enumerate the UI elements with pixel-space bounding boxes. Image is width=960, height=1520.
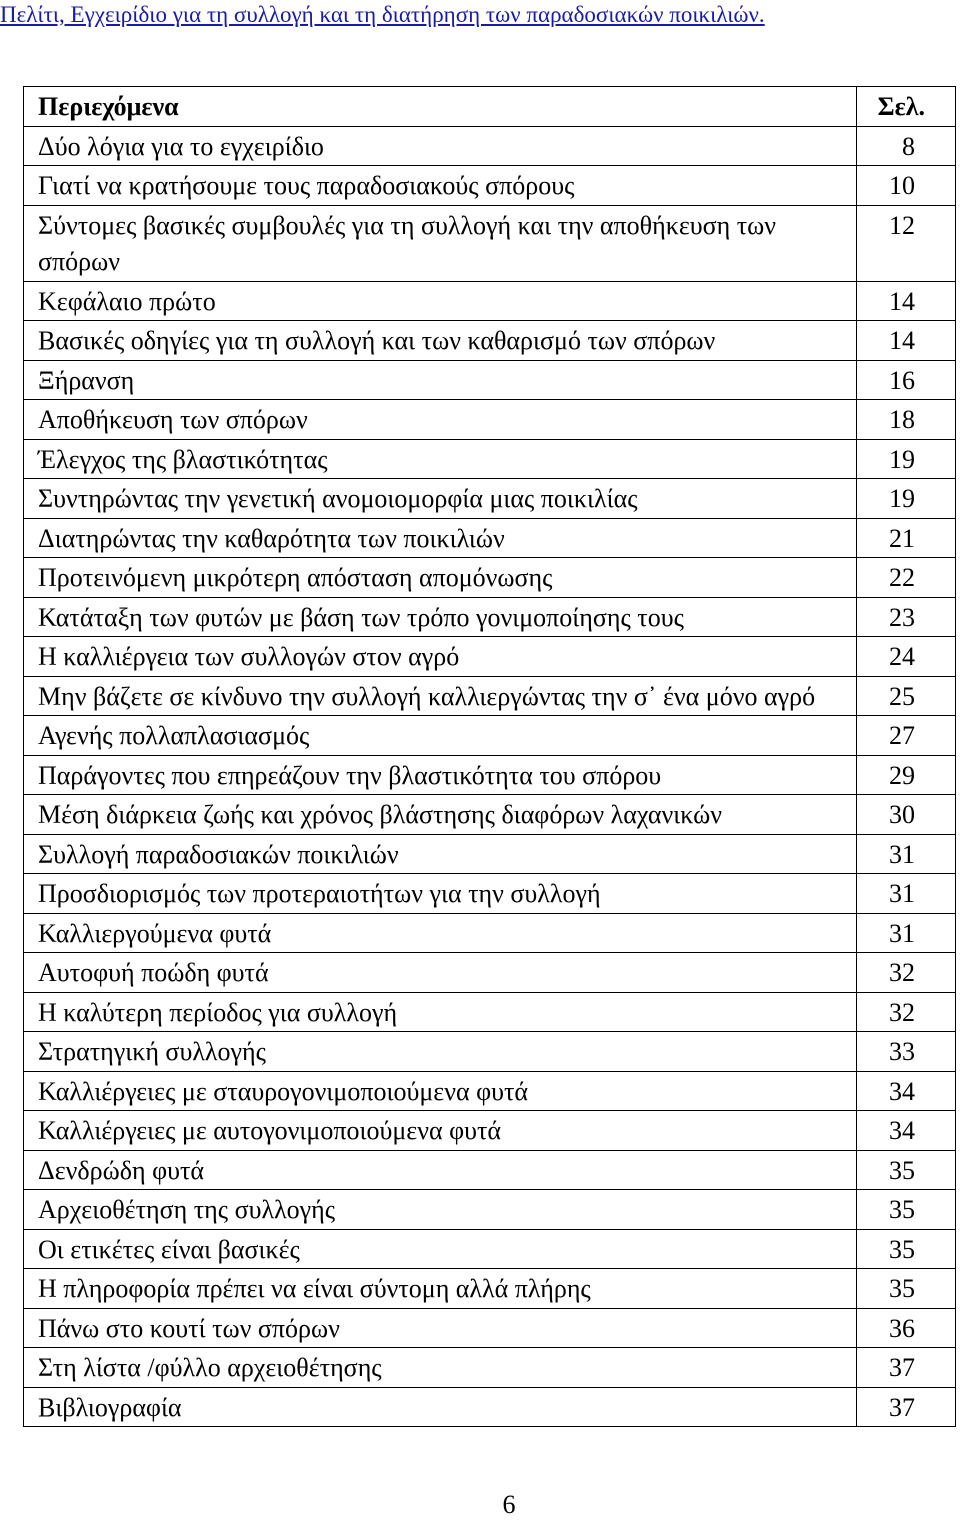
toc-entry [24,518,956,558]
document-header: Πελίτι, Εγχειρίδιο για τη συλλογή και τη διατήρηση των παραδοσιακών ποικιλιών. [0,2,765,27]
toc-entry [24,597,956,637]
toc-entry [24,205,956,281]
toc-entry [24,126,956,166]
toc-entry-title: Κατάταξη των φυτών με βάση των τρόπο γονιμοποίησης τους [24,597,857,637]
toc-entry [24,1308,956,1348]
toc-entry-title: Ξήρανση [24,360,857,400]
toc-entry-title: Μην βάζετε σε κίνδυνο την συλλογή καλλιεργώντας την σ᾽ ένα μόνο αγρό [24,676,857,716]
toc-entry-page: 19 [857,479,956,519]
toc-entry-page: 31 [857,913,956,953]
toc-entry [24,1269,956,1309]
toc-entry-title: Προσδιορισμός των προτεραιοτήτων για την συλλογή [24,874,857,914]
toc-entry-title: Καλλιέργειες με σταυρογονιμοποιούμενα φυτά [24,1071,857,1111]
toc-entry-title: Δύο λόγια για το εγχειρίδιο [24,126,857,166]
toc-entry [24,834,956,874]
toc-entry [24,795,956,835]
toc-entry-page: 12 [857,205,956,281]
toc-entry-title: Καλλιεργούμενα φυτά [24,913,857,953]
toc-entry-page: 33 [857,1032,956,1072]
toc-entry [24,874,956,914]
toc-entry-page: 35 [857,1229,956,1269]
toc-entry [24,637,956,677]
toc-entry-page: 32 [857,992,956,1032]
toc-entry [24,360,956,400]
toc-entry-title: Έλεγχος της βλαστικότητας [24,439,857,479]
toc-entry [24,992,956,1032]
toc-entry [24,166,956,206]
toc-entry [24,1111,956,1151]
toc-entry-title: Στη λίστα /φύλλο αρχειοθέτησης [24,1348,857,1388]
toc-entry [24,953,956,993]
toc-entry-title: Η καλύτερη περίοδος για συλλογή [24,992,857,1032]
toc-entry-title: Βιβλιογραφία [24,1387,857,1427]
toc-entry-title: Διατηρώντας την καθαρότητα των ποικιλιών [24,518,857,558]
toc-entry-page: 29 [857,755,956,795]
toc-entry-page: 32 [857,953,956,993]
toc-entry [24,755,956,795]
toc-entry [24,1032,956,1072]
toc-entry [24,400,956,440]
toc-entry-title: Αυτοφυή ποώδη φυτά [24,953,857,993]
toc-entry-page: 31 [857,874,956,914]
toc-entry-page: 14 [857,281,956,321]
toc-header-row [24,87,956,127]
toc-entry [24,1348,956,1388]
toc-entries [24,126,956,1427]
toc-entry [24,1229,956,1269]
toc-entry-page: 21 [857,518,956,558]
table-of-contents [23,86,956,1427]
toc-entry-page: 18 [857,400,956,440]
toc-entry-page: 34 [857,1111,956,1151]
toc-entry [24,1150,956,1190]
toc-entry [24,281,956,321]
toc-entry-page: 24 [857,637,956,677]
toc-entry [24,716,956,756]
toc-entry [24,1387,956,1427]
toc-entry [24,1071,956,1111]
toc-entry-page: 8 [857,126,956,166]
toc-entry-title: Προτεινόμενη μικρότερη απόσταση απομόνωσης [24,558,857,598]
toc-entry-title: Γιατί να κρατήσουμε τους παραδοσιακούς σπόρους [24,166,857,206]
toc-entry-title: Αποθήκευση των σπόρων [24,400,857,440]
toc-entry-page: 37 [857,1348,956,1388]
toc-entry-title: Η πληροφορία πρέπει να είναι σύντομη αλλά πλήρης [24,1269,857,1309]
toc-entry-page: 30 [857,795,956,835]
toc-entry-page: 10 [857,166,956,206]
toc-entry-page: 14 [857,321,956,361]
toc-entry-title: Βασικές οδηγίες για τη συλλογή και των καθαρισμό των σπόρων [24,321,857,361]
page-number: 6 [502,1490,516,1519]
toc-entry-title: Σύντομες βασικές συμβουλές για τη συλλογή και την αποθήκευση των σπόρων [24,205,857,281]
toc-entry-title: Παράγοντες που επηρεάζουν την βλαστικότητα του σπόρου [24,755,857,795]
toc-entry [24,1190,956,1230]
toc-entry-title: Η καλλιέργεια των συλλογών στον αγρό [24,637,857,677]
toc-entry [24,676,956,716]
toc-entry-title: Στρατηγική συλλογής [24,1032,857,1072]
toc-entry-page: 37 [857,1387,956,1427]
toc-entry [24,479,956,519]
toc-entry-title: Μέση διάρκεια ζωής και χρόνος βλάστησης διαφόρων λαχανικών [24,795,857,835]
toc-entry-title: Συντηρώντας την γενετική ανομοιομορφία μιας ποικιλίας [24,479,857,519]
toc-heading: Περιεχόμενα [24,87,857,127]
toc-entry-title: Πάνω στο κουτί των σπόρων [24,1308,857,1348]
toc-entry-page: 25 [857,676,956,716]
toc-entry-page: 35 [857,1269,956,1309]
toc-page-heading: Σελ. [857,87,956,127]
toc-entry-page: 27 [857,716,956,756]
toc-entry [24,913,956,953]
toc-entry-page: 35 [857,1150,956,1190]
toc-entry-title: Αγενής πολλαπλασιασμός [24,716,857,756]
toc-entry-page: 22 [857,558,956,598]
toc-entry-page: 36 [857,1308,956,1348]
toc-entry-page: 19 [857,439,956,479]
toc-entry-page: 34 [857,1071,956,1111]
toc-entry-title: Αρχειοθέτηση της συλλογής [24,1190,857,1230]
toc-entry-title: Συλλογή παραδοσιακών ποικιλιών [24,834,857,874]
toc-entry-title: Οι ετικέτες είναι βασικές [24,1229,857,1269]
toc-entry-page: 31 [857,834,956,874]
toc-entry-page: 35 [857,1190,956,1230]
toc-entry-page: 23 [857,597,956,637]
toc-entry-title: Δενδρώδη φυτά [24,1150,857,1190]
toc-entry-title: Καλλιέργειες με αυτογονιμοποιούμενα φυτά [24,1111,857,1151]
toc-entry [24,558,956,598]
toc-entry [24,439,956,479]
toc-entry-page: 16 [857,360,956,400]
toc-entry [24,321,956,361]
toc-entry-title: Κεφάλαιο πρώτο [24,281,857,321]
